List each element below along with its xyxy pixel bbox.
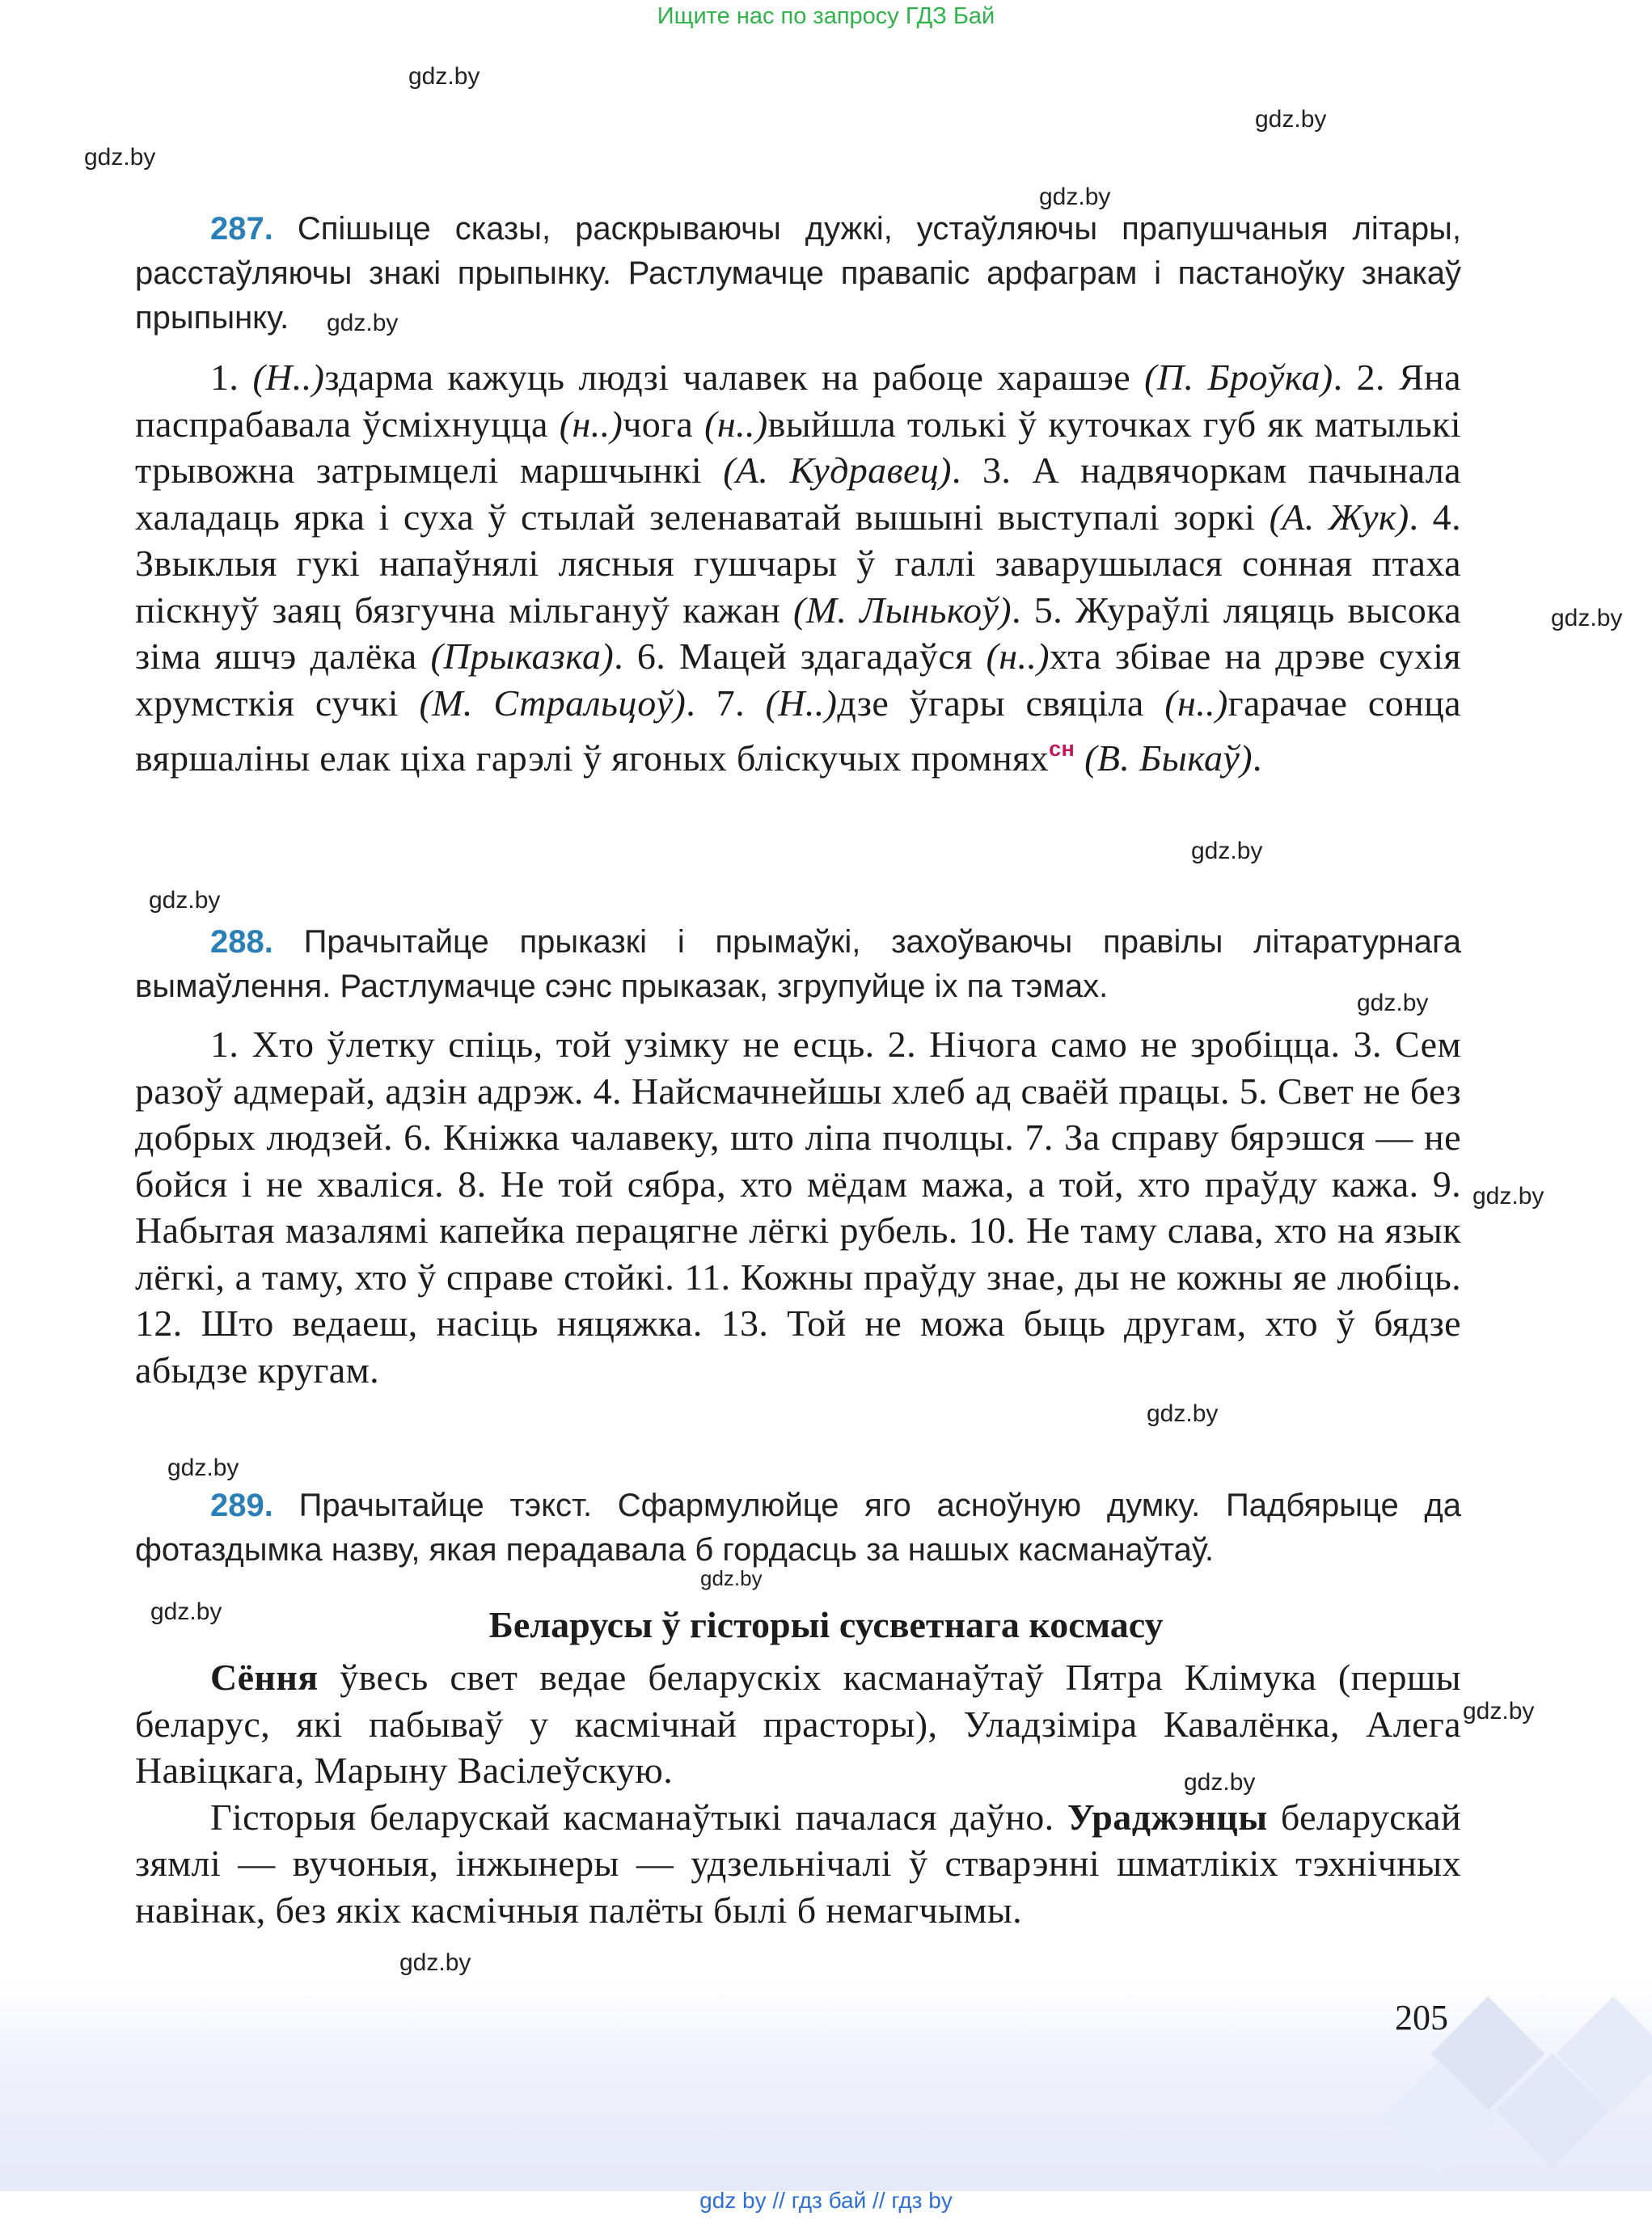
page-number: 205 (1395, 1998, 1448, 2037)
watermark: gdz.by (1147, 1400, 1219, 1427)
watermark: gdz.by (1184, 1769, 1256, 1796)
watermark: gdz.by (150, 1598, 222, 1625)
watermark: gdz.by (149, 887, 221, 914)
exercise-288 (135, 1021, 1461, 1393)
watermark: gdz.by (408, 63, 480, 90)
watermark: gdz.by (1472, 1183, 1544, 1210)
watermark: gdz.by (327, 310, 399, 336)
task-text: Прачытайце прыказкі і прымаўкі, захоўваючы правілы літаратурнага вымаўлення. Растлумачце сэнс прыказак, згрупуйце іх па тэмах. (135, 924, 1461, 1004)
watermark: gdz.by (1357, 990, 1429, 1016)
watermark: gdz.by (1255, 106, 1327, 133)
watermark: gdz.by (1463, 1698, 1535, 1725)
task-number: 289. (210, 1488, 273, 1523)
watermark: gdz.by (1551, 605, 1623, 631)
exercise-text: 1. (Н..)здарма кажуць людзі чалавек на рабоце харашэе (П. Броўка). 2. Яна паспрабавала ўсміхнуцца (н..)чога (н..)выйшла толькі ў куточках губ як матылькі трывожна затрымцелі маршчынкі (А. Кудравец). 3. А надвячоркам пачынала халадаць ярка і суха ў стылай зеленаватай вышыні выступалі зоркі (А. Жук). 4. Звыклыя гукі напаўнялі лясныя гушчары ў галлі заварушылася сонная птаха піскнуў заяц бязгучна мільгануў кажан (М. Лынькоў). 5. Жураўлі ляцяць высока зіма яшчэ далёка (Прыказка). 6. Мацей здагадаўся (н..)хта збівае на дрэве сухія хрумсткія сучкі (М. Стральцоў). 7. (Н..)дзе ўгары свяціла (н..)гарачае сонца вяршаліны елак ціха гарэлі ў ягоных бліскучых промнях$^{сн}$ (В. Быкаў). (135, 357, 1462, 779)
task-text: Прачытайце тэкст. Сфармулюйце яго асноўную думку. Падбярыце да фотаздымка назву, якая перадавала б гордасць за нашых касманаўтаў. (135, 1488, 1461, 1568)
watermark: gdz.by (399, 1949, 471, 1976)
watermark: gdz.by (700, 1566, 763, 1590)
task-text: Спішыце сказы, раскрываючы дужкі, устаўляючы прапушчаныя літары, расстаўляючы знакі прыпынку. Растлумачце правапіс арфаграм і пастаноўку знакаў прыпынку. (135, 211, 1461, 336)
watermark: gdz.by (167, 1454, 239, 1481)
exercise-287 (135, 354, 1461, 782)
watermark: gdz.by (1191, 838, 1263, 864)
footer-links[interactable]: gdz by // гдз бай // гдз by (699, 2188, 953, 2213)
text-title: Беларусы ў гісторыі сусветнага космасу (488, 1604, 1164, 1645)
task-number: 287. (210, 211, 273, 247)
top-banner[interactable]: Ищите нас по запросу ГДЗ Бай (657, 3, 995, 29)
paragraph: Гісторыя беларускай касманаўтыкі пачалася даўно. Ураджэнцы беларускай зямлі — вучоныя, інжынеры — удзельнічалі ў стварэнні шматлікіх тэхнічных навінак, без якіх касмічныя палёты былі б немагчымы. (135, 1796, 1461, 1931)
paragraph: Сёння ўвесь свет ведае беларускіх касманаўтаў Пятра Клімука (першы беларус, які пабываў у касмічнай прасторы), Уладзіміра Кавалёнка, Алега Навіцкага, Марыну Васілеўскую. (135, 1657, 1461, 1791)
watermark: gdz.by (1039, 184, 1111, 210)
text-body (135, 1654, 1461, 1933)
task-number: 288. (210, 924, 273, 960)
footnote-mark: сн (1049, 737, 1075, 761)
task-289 (135, 1484, 1461, 1573)
exercise-text: 1. Хто ўлетку спіць, той узімку не есць. 2. Нічога само не зробіцца. 3. Сем разоў адмерай, адзін адрэж. 4. Найсмачнейшы хлеб ад сваёй працы. 5. Свет не без добрых людзей. 6. Кніжка чалавеку, што ліпа пчолцы. 7. За справу бярэшся — не бойся і не хваліся. 8. Не той сябра, хто мёдам мажа, а той, хто праўду кажа. 9. Набытая мазалямі капейка перацягне лёгкі рубель. 10. Не таму слава, хто на язык лёгкі, а таму, хто ў справе стойкі. 11. Кожны праўду знае, ды не кожны яе любіць. 12. Што ведаеш, насіць няцяжка. 13. Той не можа быць другам, хто ў бядзе абыдзе кругам. (135, 1024, 1461, 1391)
watermark: gdz.by (84, 144, 156, 171)
task-288 (135, 920, 1461, 1009)
task-287 (135, 207, 1461, 340)
